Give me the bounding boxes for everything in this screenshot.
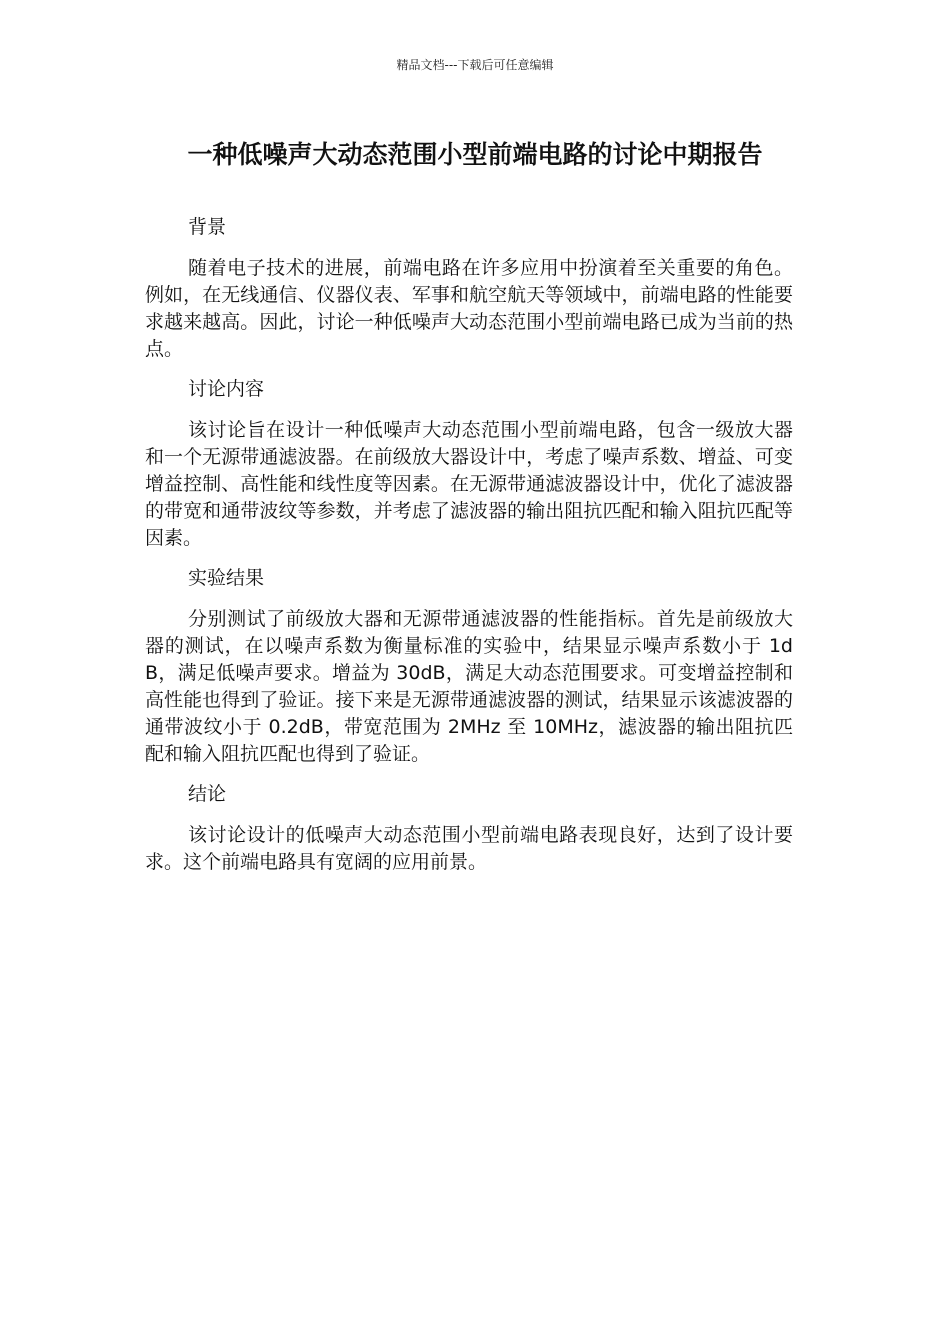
section-heading: 实验结果 [188,567,265,589]
section-conclusion [145,780,793,876]
header-note: 精品文档---下载后可任意编辑 [396,58,554,72]
section-heading: 讨论内容 [188,378,265,400]
section-heading: 背景 [188,216,227,238]
section-paragraph: 分别测试了前级放大器和无源带通滤波器的性能指标。首先是前级放大器的测试，在以噪声系数为衡量标准的实验中，结果显示噪声系数小于 1dB，满足低噪声要求。增益为 30dB，满足大动态范围要求。可变增益控制和高性能也得到了验证。接下来是无源带通滤波器的测试，结果显示该滤波器的通带波纹小于 0.2dB，带宽范围为 2MHz 至 10MHz，滤波器的输出阻抗匹配和输入阻抗匹配也得到了验证。 [145,608,793,765]
section-background [145,213,793,363]
section-heading: 结论 [188,783,227,805]
section-paragraph: 该讨论旨在设计一种低噪声大动态范围小型前端电路，包含一级放大器和一个无源带通滤波器。在前级放大器设计中，考虑了噪声系数、增益、可变增益控制、高性能和线性度等因素。在无源带通滤波器设计中，优化了滤波器的带宽和通带波纹等参数，并考虑了滤波器的输出阻抗匹配和输入阻抗匹配等因素。 [145,419,793,549]
section-experiment-results [145,564,793,768]
section-paragraph: 随着电子技术的进展，前端电路在许多应用中扮演着至关重要的角色。例如，在无线通信、仪器仪表、军事和航空航天等领域中，前端电路的性能要求越来越高。因此，讨论一种低噪声大动态范围小型前端电路已成为当前的热点。 [145,257,793,360]
section-research-content [145,375,793,552]
document-title: 一种低噪声大动态范围小型前端电路的讨论中期报告 [187,140,763,169]
document-body [145,213,793,888]
section-paragraph: 该讨论设计的低噪声大动态范围小型前端电路表现良好，达到了设计要求。这个前端电路具有宽阔的应用前景。 [145,824,793,873]
